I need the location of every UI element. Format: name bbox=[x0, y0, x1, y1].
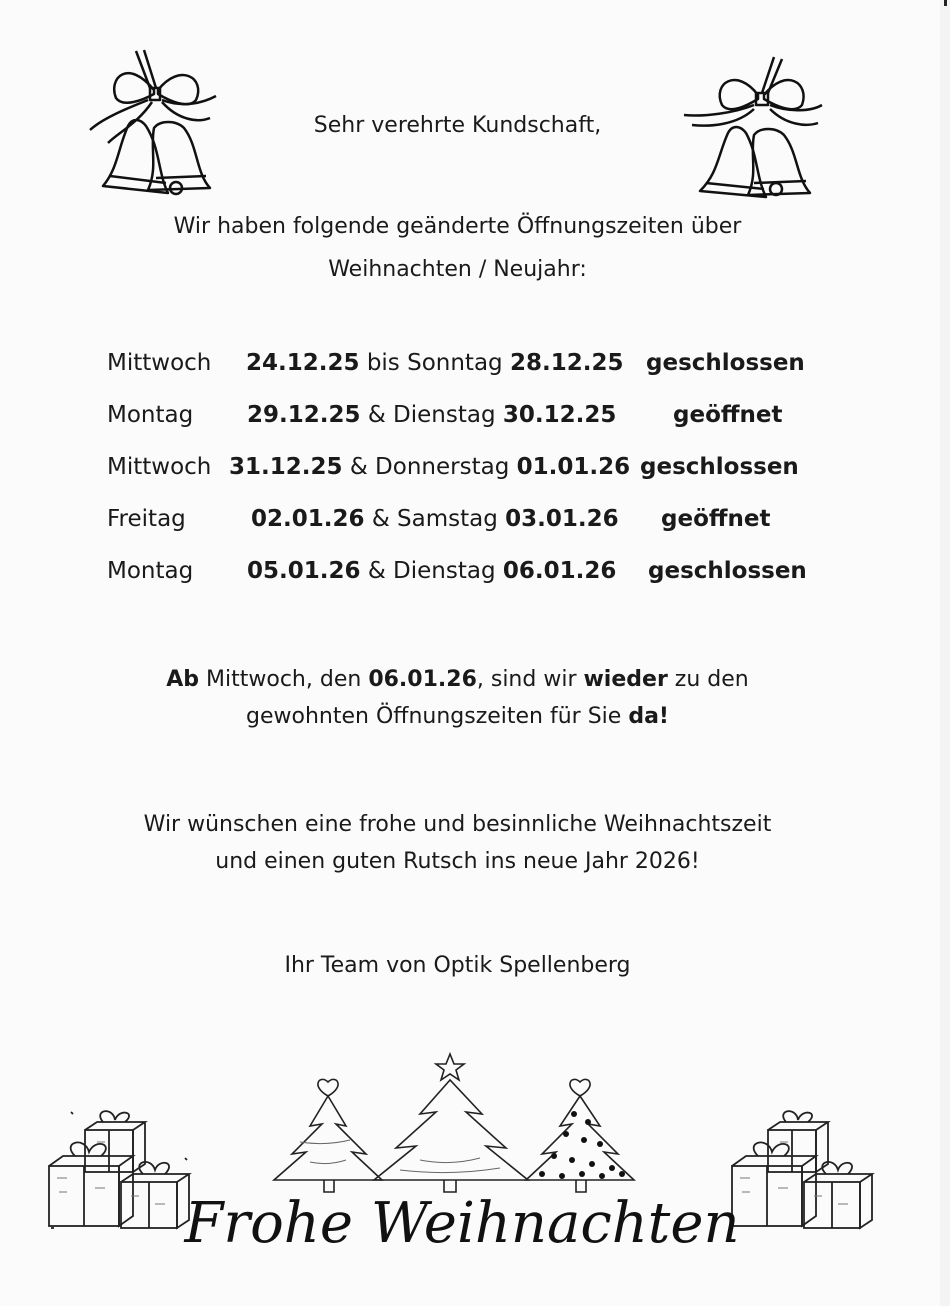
schedule-status: geöffnet bbox=[673, 402, 783, 428]
wishes-line-2: und einen guten Rutsch ins neue Jahr 2026! bbox=[215, 849, 700, 874]
schedule-date-end: 28.12.25 bbox=[509, 350, 624, 376]
schedule-date-end: 03.01.26 bbox=[505, 506, 619, 532]
schedule-date-end: 30.12.25 bbox=[502, 402, 617, 428]
schedule-row bbox=[107, 454, 827, 506]
schedule-row bbox=[107, 350, 827, 402]
schedule-row bbox=[107, 558, 827, 610]
schedule-date-start: 31.12.25 bbox=[229, 454, 343, 480]
reopening-text: gewohnten Öffnungszeiten für Sie bbox=[246, 704, 629, 729]
script-title: Frohe Weihnachten bbox=[184, 1191, 740, 1256]
reopening-wieder: wieder bbox=[583, 667, 668, 692]
schedule-day: Montag bbox=[107, 558, 194, 584]
opening-hours-schedule bbox=[107, 350, 827, 610]
reopening-notice bbox=[0, 661, 915, 735]
reopening-da: da! bbox=[628, 704, 669, 729]
wishes-line-1: Wir wünschen eine frohe und besinnliche Weihnachtszeit bbox=[143, 812, 772, 837]
schedule-status: geschlossen bbox=[648, 558, 807, 584]
christmas-trees-illustration bbox=[270, 1052, 660, 1194]
holiday-wishes bbox=[0, 806, 915, 880]
scan-edge bbox=[940, 0, 950, 1306]
schedule-day: Freitag bbox=[107, 506, 186, 532]
gift-boxes-icon bbox=[45, 1108, 195, 1233]
schedule-connector: & Donnerstag bbox=[349, 454, 510, 480]
schedule-day: Mittwoch bbox=[107, 454, 212, 480]
schedule-status: geschlossen bbox=[640, 454, 799, 480]
schedule-status: geöffnet bbox=[661, 506, 771, 532]
reopening-text: , sind wir bbox=[476, 667, 584, 692]
schedule-connector: & Dienstag bbox=[367, 558, 496, 584]
schedule-range bbox=[246, 350, 623, 376]
schedule-range bbox=[229, 454, 630, 480]
schedule-date-start: 02.01.26 bbox=[251, 506, 365, 532]
schedule-day: Mittwoch bbox=[107, 350, 212, 376]
schedule-connector: & Dienstag bbox=[367, 402, 496, 428]
greeting: Sehr verehrte Kundschaft, bbox=[313, 113, 602, 138]
frohe-weihnachten-script bbox=[184, 1180, 740, 1270]
schedule-date-start: 24.12.25 bbox=[246, 350, 360, 376]
schedule-date-end: 01.01.26 bbox=[516, 454, 631, 480]
gift-boxes-icon bbox=[728, 1108, 878, 1233]
reopening-text: zu den bbox=[667, 667, 749, 692]
intro-line-1: Wir haben folgende geänderte Öffnungszeiten über bbox=[173, 214, 742, 239]
schedule-day: Montag bbox=[107, 402, 194, 428]
schedule-connector: bis Sonntag bbox=[366, 350, 503, 376]
schedule-row bbox=[107, 506, 827, 558]
reopening-ab: Ab bbox=[166, 667, 200, 692]
schedule-range bbox=[247, 402, 616, 428]
schedule-range bbox=[247, 558, 616, 584]
signature: Ihr Team von Optik Spellenberg bbox=[284, 953, 631, 978]
schedule-status: geschlossen bbox=[646, 350, 805, 376]
schedule-date-start: 29.12.25 bbox=[247, 402, 361, 428]
schedule-range bbox=[251, 506, 619, 532]
schedule-connector: & Samstag bbox=[371, 506, 498, 532]
reopening-line-1 bbox=[0, 661, 915, 698]
schedule-date-start: 05.01.26 bbox=[247, 558, 361, 584]
reopening-line-2 bbox=[0, 698, 915, 735]
intro-line-2: Weihnachten / Neujahr: bbox=[328, 257, 587, 282]
schedule-date-end: 06.01.26 bbox=[502, 558, 617, 584]
reopening-text: Mittwoch, den bbox=[199, 667, 369, 692]
intro-text bbox=[0, 208, 915, 288]
reopening-date: 06.01.26 bbox=[368, 667, 477, 692]
schedule-row bbox=[107, 402, 827, 454]
